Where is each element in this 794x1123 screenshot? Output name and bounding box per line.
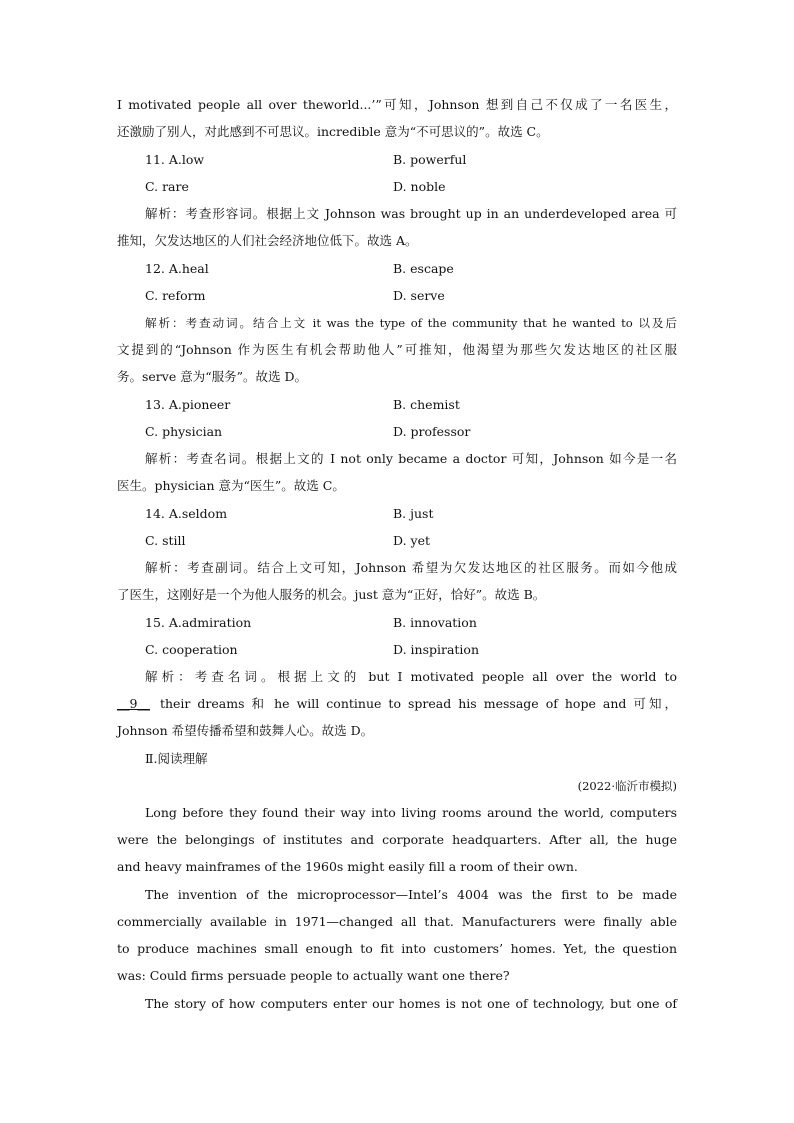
passage-line: commercially available in 1971—changed all that. Manufacturers were finally able bbox=[117, 914, 677, 929]
explanation-13: 解析：考查名词。根据上文的 I not only became a doctor 可知，Johnson 如今是一名 bbox=[145, 451, 677, 466]
explanation-11: 推知，欠发达地区的人们社会经济地位低下。故选 A。 bbox=[117, 233, 418, 248]
option-15b: B. innovation bbox=[393, 615, 477, 630]
blank-number: __9__ bbox=[117, 696, 150, 711]
option-15d: D. inspiration bbox=[393, 642, 480, 657]
option-12b: B. escape bbox=[393, 261, 454, 276]
option-14d: D. yet bbox=[393, 533, 431, 548]
option-13d: D. professor bbox=[393, 424, 471, 439]
option-13c: C. physician bbox=[145, 424, 223, 439]
option-12a: 12. A.heal bbox=[145, 261, 209, 276]
option-15c: C. cooperation bbox=[145, 642, 238, 657]
passage-line: The invention of the microprocessor—Intel’s 4004 was the first to be made bbox=[145, 887, 677, 902]
option-11d: D. noble bbox=[393, 179, 446, 194]
explanation-12: 文提到的“Johnson 作为医生有机会帮助他人”可推知，他渴望为那些欠发达地区的社区服 bbox=[117, 342, 677, 357]
explanation-15: Johnson 希望传播希望和鼓舞人心。故选 D。 bbox=[117, 723, 374, 738]
passage-line: and heavy mainframes of the 1960s might easily fill a room of their own. bbox=[117, 859, 578, 874]
source-note: (2022·临沂市模拟) bbox=[577, 779, 677, 793]
option-11c: C. rare bbox=[145, 179, 189, 194]
text-line: I motivated people all over theworld...’”可知，Johnson 想到自己不仅成了一名医生， bbox=[117, 97, 677, 112]
passage-line: The story of how computers enter our homes is not one of technology, but one of bbox=[145, 996, 677, 1011]
explanation-15-text: their dreams 和 he will continue to spread his message of hope and 可知， bbox=[159, 696, 677, 711]
option-14b: B. just bbox=[393, 506, 434, 521]
option-15a: 15. A.admiration bbox=[145, 615, 252, 630]
passage-line: to produce machines small enough to fit into customers’ homes. Yet, the question bbox=[117, 941, 677, 956]
explanation-13: 医生。physician 意为“医生”。故选 C。 bbox=[117, 478, 345, 493]
option-14c: C. still bbox=[145, 533, 186, 548]
explanation-14: 了医生，这刚好是一个为他人服务的机会。just 意为“正好，恰好”。故选 B。 bbox=[117, 587, 546, 602]
explanation-12: 务。serve 意为“服务”。故选 D。 bbox=[117, 369, 307, 384]
explanation-15: 解析：考查名词。根据上文的 but I motivated people all over the world to bbox=[145, 669, 677, 684]
option-13b: B. chemist bbox=[393, 397, 460, 412]
passage-line: Long before they found their way into living rooms around the world, computers bbox=[145, 805, 677, 820]
option-12c: C. reform bbox=[145, 288, 206, 303]
option-13a: 13. A.pioneer bbox=[145, 397, 231, 412]
option-14a: 14. A.seldom bbox=[145, 506, 228, 521]
option-11a: 11. A.low bbox=[145, 152, 205, 167]
explanation-14: 解析：考查副词。结合上文可知，Johnson 希望为欠发达地区的社区服务。而如今他成 bbox=[145, 560, 677, 575]
text-line: 还激励了别人，对此感到不可思议。incredible 意为“不可思议的”。故选 C。 bbox=[117, 124, 549, 139]
option-12d: D. serve bbox=[393, 288, 445, 303]
passage-line: was: Could firms persuade people to actually want one there? bbox=[117, 968, 510, 983]
explanation-11: 解析：考查形容词。根据上文 Johnson was brought up in an underdeveloped area 可 bbox=[145, 206, 677, 221]
option-11b: B. powerful bbox=[393, 152, 467, 167]
explanation-12: 解析：考查动词。结合上文 it was the type of the community that he wanted to 以及后 bbox=[145, 316, 677, 330]
section-title: Ⅱ.阅读理解 bbox=[145, 751, 208, 766]
passage-line: were the belongings of institutes and corporate headquarters. After all, the huge bbox=[117, 832, 677, 847]
explanation-15-line2 bbox=[117, 696, 677, 712]
